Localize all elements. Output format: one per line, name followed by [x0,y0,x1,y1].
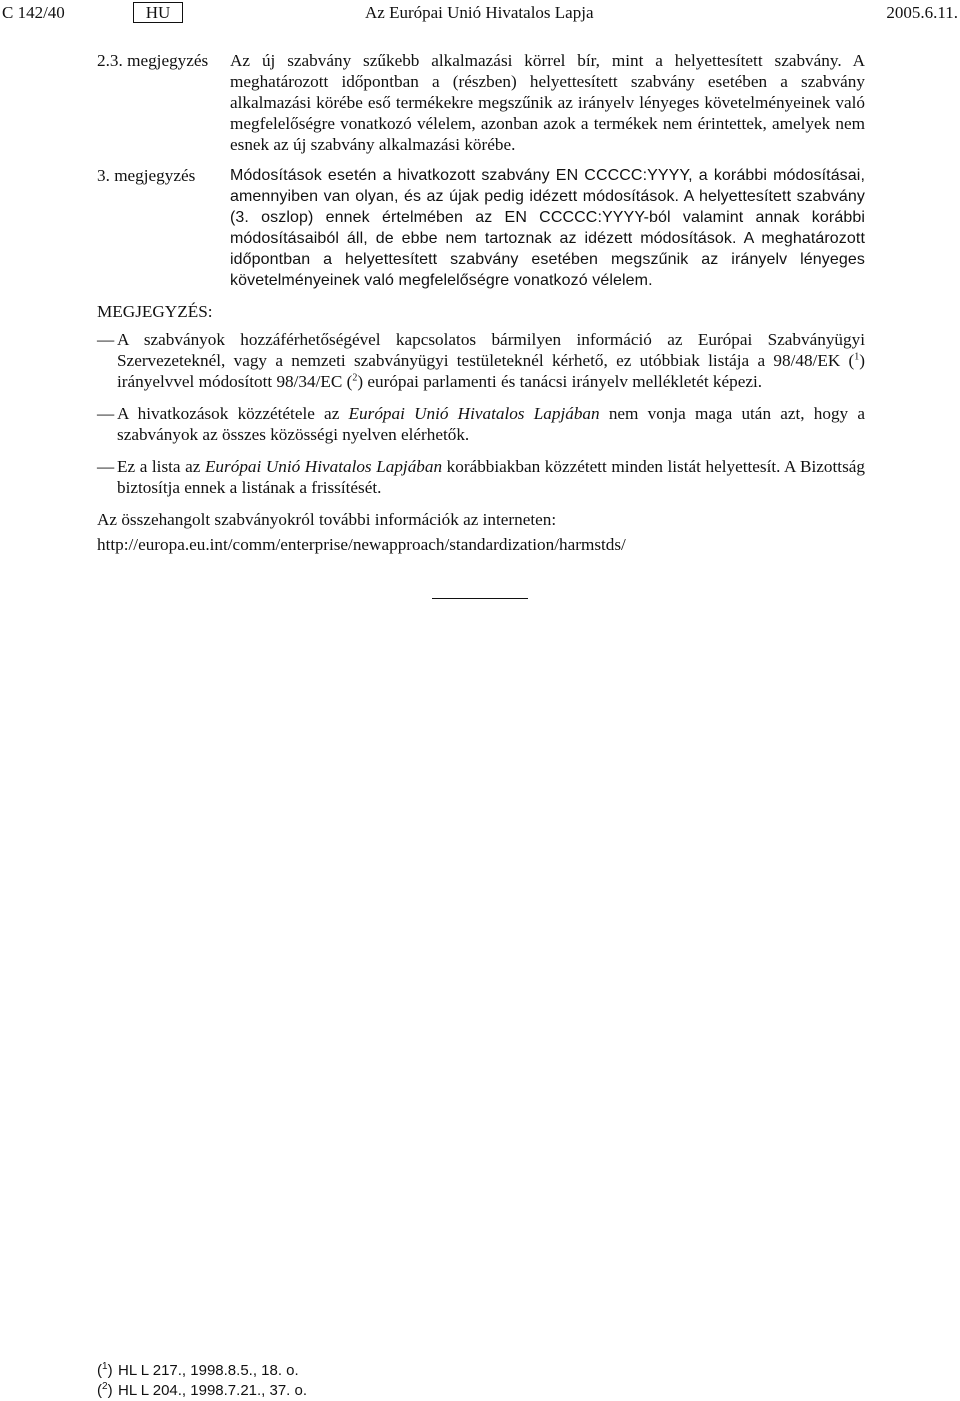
bullet-text-part: A szabványok hozzáférhetőségével kapcsolatos bármilyen információ az Európai Szabványügyi Szervezeteknél, vagy a nemzeti szabványügyi testületeknél kérhető, ez utóbbiak listája a 98/48/EK ( [117,330,865,370]
main-content [97,50,865,559]
bullet-dash: — [97,330,115,349]
footnote-text: HL L 204., 1998.7.21., 37. o. [118,1382,308,1399]
footnote-ref: 2 [352,372,358,384]
page-reference: C 142/40 [2,3,65,22]
bullet-text [117,403,865,445]
bullet-text-part: nem vonja maga után azt, hogy a szabványok az összes közösségi nyelven elérhetők. [117,404,865,444]
note-label: 2.3. megjegyzés [97,51,209,70]
bullet-text [117,456,865,498]
footnote-number: 2 [102,1381,108,1392]
footnote-mark: ($^2$) [97,1381,113,1399]
bullet-text [117,329,865,392]
bullet-dash: — [97,457,115,476]
footnote-ref: 1 [854,351,860,363]
note-2-3 [97,50,865,155]
footnote-text: HL L 217., 1998.8.5., 18. o. [118,1362,299,1379]
bullet-text-part: A hivatkozások közzététele az [117,404,349,423]
bullet-text-part: ) irányelvvel módosított 98/34/EC ( [117,351,865,391]
journal-title-italic: Európai Unió Hivatalos Lapjában [204,457,443,476]
bullet-item [97,403,865,445]
footnote [97,1381,307,1401]
language-box: HU [133,2,183,23]
note-text: Az új szabvány szűkebb alkalmazási körrel bír, mint a helyettesített szabvány. A meghatározott időpontban a (részben) helyettesített szabvány esetében a szabvány alkalmazási körébe eső termékekre megszűnik az irányelv lényeges követelményeinek való megfelelőségre vonatkozó vélelem, azonban azok a termékek nem érintettek, amelyek nem esnek az új szabvány alkalmazási körébe. [230,51,865,154]
bullet-text-part: ) európai parlamenti és tanácsi irányelv mellékletét képezi. [357,372,763,391]
bullet-dash: — [97,404,115,423]
footnote [97,1361,307,1381]
note-3 [97,165,865,291]
megjegyzes-heading: MEGJEGYZÉS: [97,302,213,321]
journal-title-italic: Európai Unió Hivatalos Lapjában [348,404,600,423]
note-text: Módosítások esetén a hivatkozott szabvány EN CCCCC:YYYY, a korábbi módosításai, amennyiben van olyan, és az újak pedig idézett módosítások. A helyettesített szabvány (3. oszlop) ennek értelmében az EN CCCCC:YYYY-ból valamint annak korábbi módosításaiból áll, de ebbe nem tartoznak az idézett módosítások. A meghatározott időpontban a helyettesített szabvány esetében megszűnik az irányelv lényeges követelményeinek való megfelelőségre vonatkozó vélelem. [230,167,865,289]
bullet-item [97,329,865,392]
publication-date: 2005.6.11. [886,3,958,22]
info-url: http://europa.eu.int/comm/enterprise/newapproach/standardization/harmstds/ [97,535,626,554]
bullet-item [97,456,865,498]
bullet-text-part: Ez a lista az [117,457,205,476]
bullet-text-part: korábbiakban közzétett minden listát helyettesít. A Bizottság biztosítja ennek a listának a frissítését. [117,457,865,497]
page-header [0,2,960,26]
end-separator-rule [432,598,528,599]
note-label: 3. megjegyzés [97,166,196,185]
footnote-number: 1 [102,1361,108,1372]
footnote-mark: ($^1$) [97,1361,113,1379]
footnotes [97,1361,307,1401]
journal-title: Az Európai Unió Hivatalos Lapja [365,3,594,22]
info-line: Az összehangolt szabványokról további információk az interneten: [97,510,557,529]
